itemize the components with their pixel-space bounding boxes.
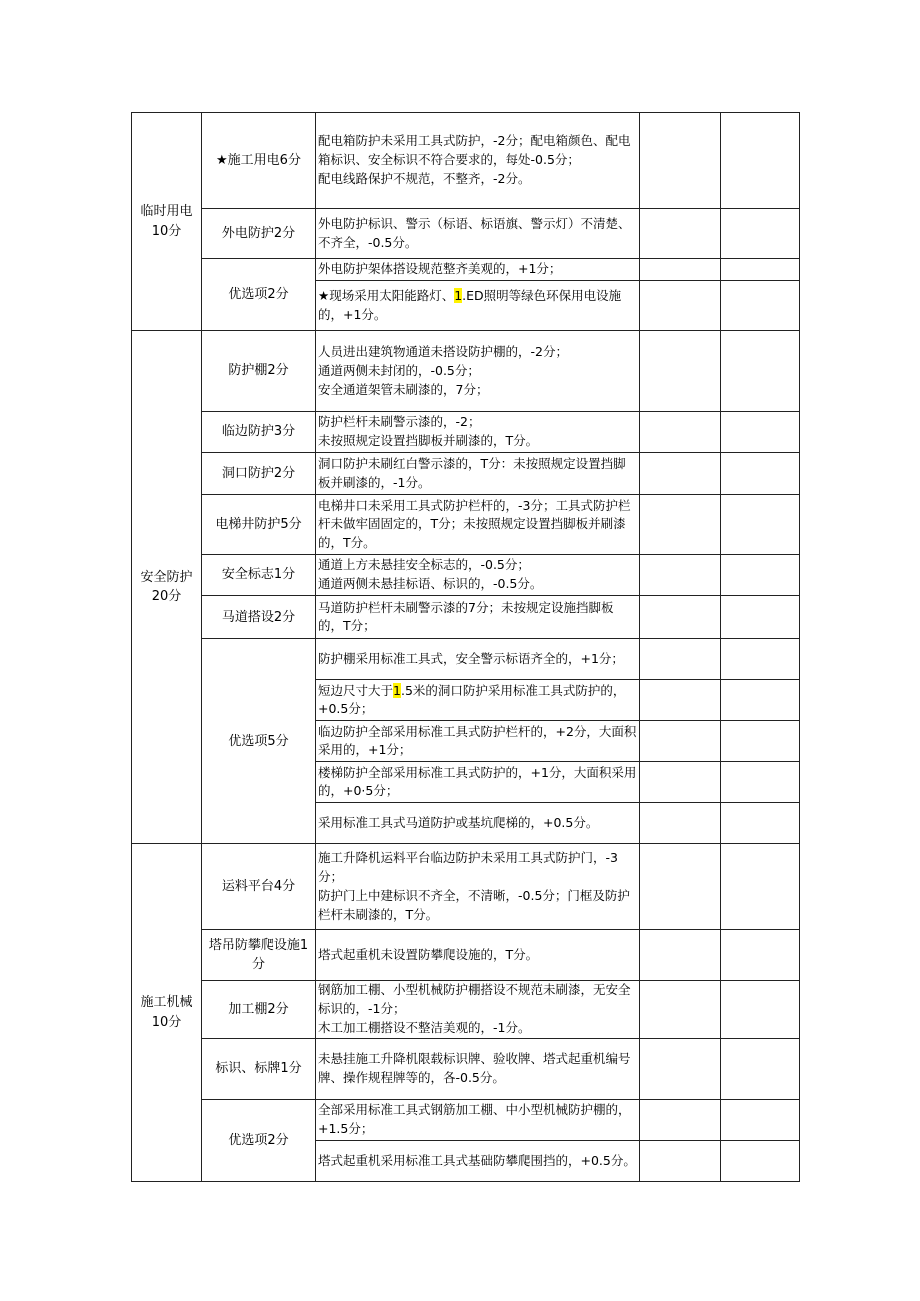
remark-cell — [721, 113, 800, 209]
criteria-line: 人员进出建筑物通道未搭设防护棚的，-2分； — [318, 344, 568, 360]
remark-cell — [721, 331, 800, 412]
item-name-cell: 优选项5分 — [202, 639, 316, 844]
criteria-line: 楼梯防护全部采用标准工具式防护的，+1分，大面积采用的，+0·5分； — [318, 764, 637, 799]
criteria-cell — [316, 555, 640, 596]
item-name-cell: 塔吊防攀爬设施1分 — [202, 930, 316, 981]
criteria-cell — [316, 721, 640, 762]
score-cell — [640, 596, 721, 639]
criteria-text — [318, 683, 625, 717]
score-cell — [640, 113, 721, 209]
criteria-line: 钢筋加工棚、小型机械防护棚搭设不规范未刷漆，无安全标识的，-1分； — [318, 982, 631, 1017]
table-row — [132, 453, 800, 495]
remark-cell — [721, 1099, 800, 1140]
highlight-mark: 1 — [393, 682, 401, 698]
category-label: 10分 — [151, 223, 182, 239]
score-cell — [640, 209, 721, 259]
criteria-line: 未悬挂施工升降机限载标识牌、验收牌、塔式起重机编号牌、操作规程牌等的，各-0.5分。 — [318, 1050, 631, 1085]
score-cell — [640, 639, 721, 680]
item-name-cell: 洞口防护2分 — [202, 453, 316, 495]
score-cell — [640, 453, 721, 495]
table-row — [132, 981, 800, 1038]
criteria-cell — [316, 762, 640, 803]
criteria-line: 外电防护标识、警示（标语、标语旗、警示灯）不清楚、不齐全，-0.5分。 — [318, 215, 631, 250]
table-row — [132, 930, 800, 981]
remark-cell — [721, 639, 800, 680]
category-label: 安全防护 — [140, 569, 193, 585]
table-row — [132, 555, 800, 596]
highlight-mark: 1 — [454, 287, 463, 303]
remark-cell — [721, 259, 800, 281]
score-cell — [640, 1038, 721, 1099]
item-name-cell: 临边防护3分 — [202, 412, 316, 453]
criteria-line: 安全通道架管未刷漆的，7分； — [318, 381, 489, 397]
criteria-line: 塔式起重机采用标准工具式基础防攀爬围挡的，+0.5分。 — [318, 1152, 636, 1168]
criteria-cell — [316, 412, 640, 453]
criteria-cell — [316, 259, 640, 281]
remark-cell — [721, 596, 800, 639]
item-name-cell: 马道搭设2分 — [202, 596, 316, 639]
criteria-line: 施工升降机运料平台临边防护未采用工具式防护门，-3分； — [318, 850, 618, 885]
category-label: 20分 — [151, 589, 182, 605]
category-label: 10分 — [151, 1014, 182, 1030]
criteria-line: 临边防护全部采用标准工具式防护栏杆的，+2分，大面积采用的，+1分； — [318, 723, 637, 758]
item-name-cell: 加工棚2分 — [202, 981, 316, 1038]
score-cell — [640, 680, 721, 721]
criteria-cell — [316, 844, 640, 930]
remark-cell — [721, 495, 800, 555]
table-row — [132, 331, 800, 412]
criteria-line: 防护棚采用标准工具式，安全警示标语齐全的，+1分； — [318, 650, 624, 666]
criteria-cell — [316, 639, 640, 680]
criteria-line: 通道两侧未封闭的，-0.5分； — [318, 362, 480, 378]
criteria-cell — [316, 680, 640, 721]
criteria-cell — [316, 981, 640, 1038]
remark-cell — [721, 209, 800, 259]
category-label: 施工机械 — [140, 995, 193, 1011]
category-label: 临时用电 — [140, 204, 193, 220]
category-cell — [132, 331, 202, 844]
score-cell — [640, 803, 721, 844]
criteria-text-part: 短边尺寸大于 — [318, 682, 394, 698]
score-cell — [640, 495, 721, 555]
table-row — [132, 639, 800, 680]
table-row — [132, 113, 800, 209]
score-cell — [640, 1099, 721, 1140]
criteria-cell — [316, 803, 640, 844]
item-name-cell: 标识、标牌1分 — [202, 1038, 316, 1099]
criteria-line: 洞口防护未刷红白警示漆的，T分：未按照规定设置挡脚板并刷漆的，-1分。 — [318, 455, 626, 490]
remark-cell — [721, 281, 800, 331]
score-cell — [640, 1140, 721, 1181]
score-cell — [640, 412, 721, 453]
item-name-cell: 安全标志1分 — [202, 555, 316, 596]
criteria-line: 配电线路保护不规范，不整齐，-2分。 — [318, 170, 531, 186]
criteria-cell — [316, 113, 640, 209]
criteria-cell — [316, 930, 640, 981]
score-cell — [640, 281, 721, 331]
remark-cell — [721, 555, 800, 596]
table-row — [132, 209, 800, 259]
criteria-text-part: .ED照明等绿色环保用电设施的，+1分。 — [318, 287, 622, 322]
category-cell — [132, 844, 202, 1182]
score-cell — [640, 555, 721, 596]
score-cell — [640, 331, 721, 412]
criteria-cell — [316, 1038, 640, 1099]
table-row — [132, 1099, 800, 1140]
criteria-cell — [316, 596, 640, 639]
scoring-table-body — [132, 113, 800, 1182]
criteria-line: 电梯井口未采用工具式防护栏杆的，-3分；工具式防护栏杆未做牢固固定的，T分；未按照规定设置挡脚板并刷漆的，T分。 — [318, 497, 631, 551]
remark-cell — [721, 453, 800, 495]
table-row — [132, 412, 800, 453]
criteria-line: 配电箱防护未采用工具式防护，-2分；配电箱颜色、配电箱标识、安全标识不符合要求的，每处-0.5分； — [318, 133, 631, 168]
criteria-line: 木工加工棚搭设不整洁美观的，-1分。 — [318, 1019, 531, 1035]
criteria-cell — [316, 1099, 640, 1140]
remark-cell — [721, 981, 800, 1038]
criteria-line: 外电防护架体搭设规范整齐美观的，+1分； — [318, 261, 562, 277]
remark-cell — [721, 803, 800, 844]
item-name-cell: 优选项2分 — [202, 1099, 316, 1181]
item-name-cell: 电梯井防护5分 — [202, 495, 316, 555]
remark-cell — [721, 412, 800, 453]
scoring-table — [131, 112, 800, 1182]
criteria-cell — [316, 331, 640, 412]
criteria-text-part: ★现场采用太阳能路灯、 — [318, 287, 455, 303]
criteria-text-part: .5米的洞口防护采用标准工具式防护的，+0.5分； — [318, 682, 626, 717]
criteria-cell — [316, 209, 640, 259]
item-name-cell: 防护棚2分 — [202, 331, 316, 412]
remark-cell — [721, 762, 800, 803]
criteria-cell — [316, 1140, 640, 1181]
score-cell — [640, 721, 721, 762]
table-row — [132, 596, 800, 639]
item-name-cell: 优选项2分 — [202, 259, 316, 331]
remark-cell — [721, 680, 800, 721]
remark-cell — [721, 930, 800, 981]
criteria-line: 防护门上中建标识不齐全，不清晰，-0.5分；门框及防护栏杆未刷漆的，T分。 — [318, 887, 630, 922]
remark-cell — [721, 1140, 800, 1181]
criteria-line: 采用标准工具式马道防护或基坑爬梯的，+0.5分。 — [318, 814, 599, 830]
criteria-line: 未按照规定设置挡脚板并刷漆的，T分。 — [318, 433, 539, 449]
score-cell — [640, 981, 721, 1038]
table-row — [132, 1038, 800, 1099]
criteria-line: 马道防护栏杆未刷警示漆的7分；未按规定设施挡脚板的，T分； — [318, 599, 614, 634]
criteria-line: 全部采用标准工具式钢筋加工棚、中小型机械防护棚的，+1.5分； — [318, 1101, 631, 1136]
criteria-cell — [316, 495, 640, 555]
remark-cell — [721, 721, 800, 762]
score-cell — [640, 259, 721, 281]
score-cell — [640, 844, 721, 930]
score-cell — [640, 762, 721, 803]
criteria-line: 通道上方未悬挂安全标志的，-0.5分； — [318, 557, 530, 573]
item-name-cell: 运料平台4分 — [202, 844, 316, 930]
table-row — [132, 844, 800, 930]
criteria-line: 通道两侧未悬挂标语、标识的，-0.5分。 — [318, 576, 543, 592]
criteria-line: 塔式起重机未设置防攀爬设施的，T分。 — [318, 947, 539, 963]
item-name-cell: ★施工用电6分 — [202, 113, 316, 209]
criteria-cell — [316, 281, 640, 331]
table-row — [132, 495, 800, 555]
criteria-line: 防护栏杆未刷警示漆的，-2； — [318, 414, 481, 430]
remark-cell — [721, 1038, 800, 1099]
item-name-cell: 外电防护2分 — [202, 209, 316, 259]
criteria-cell — [316, 453, 640, 495]
criteria-text — [318, 288, 621, 322]
category-cell — [132, 113, 202, 331]
remark-cell — [721, 844, 800, 930]
table-row — [132, 259, 800, 281]
score-cell — [640, 930, 721, 981]
